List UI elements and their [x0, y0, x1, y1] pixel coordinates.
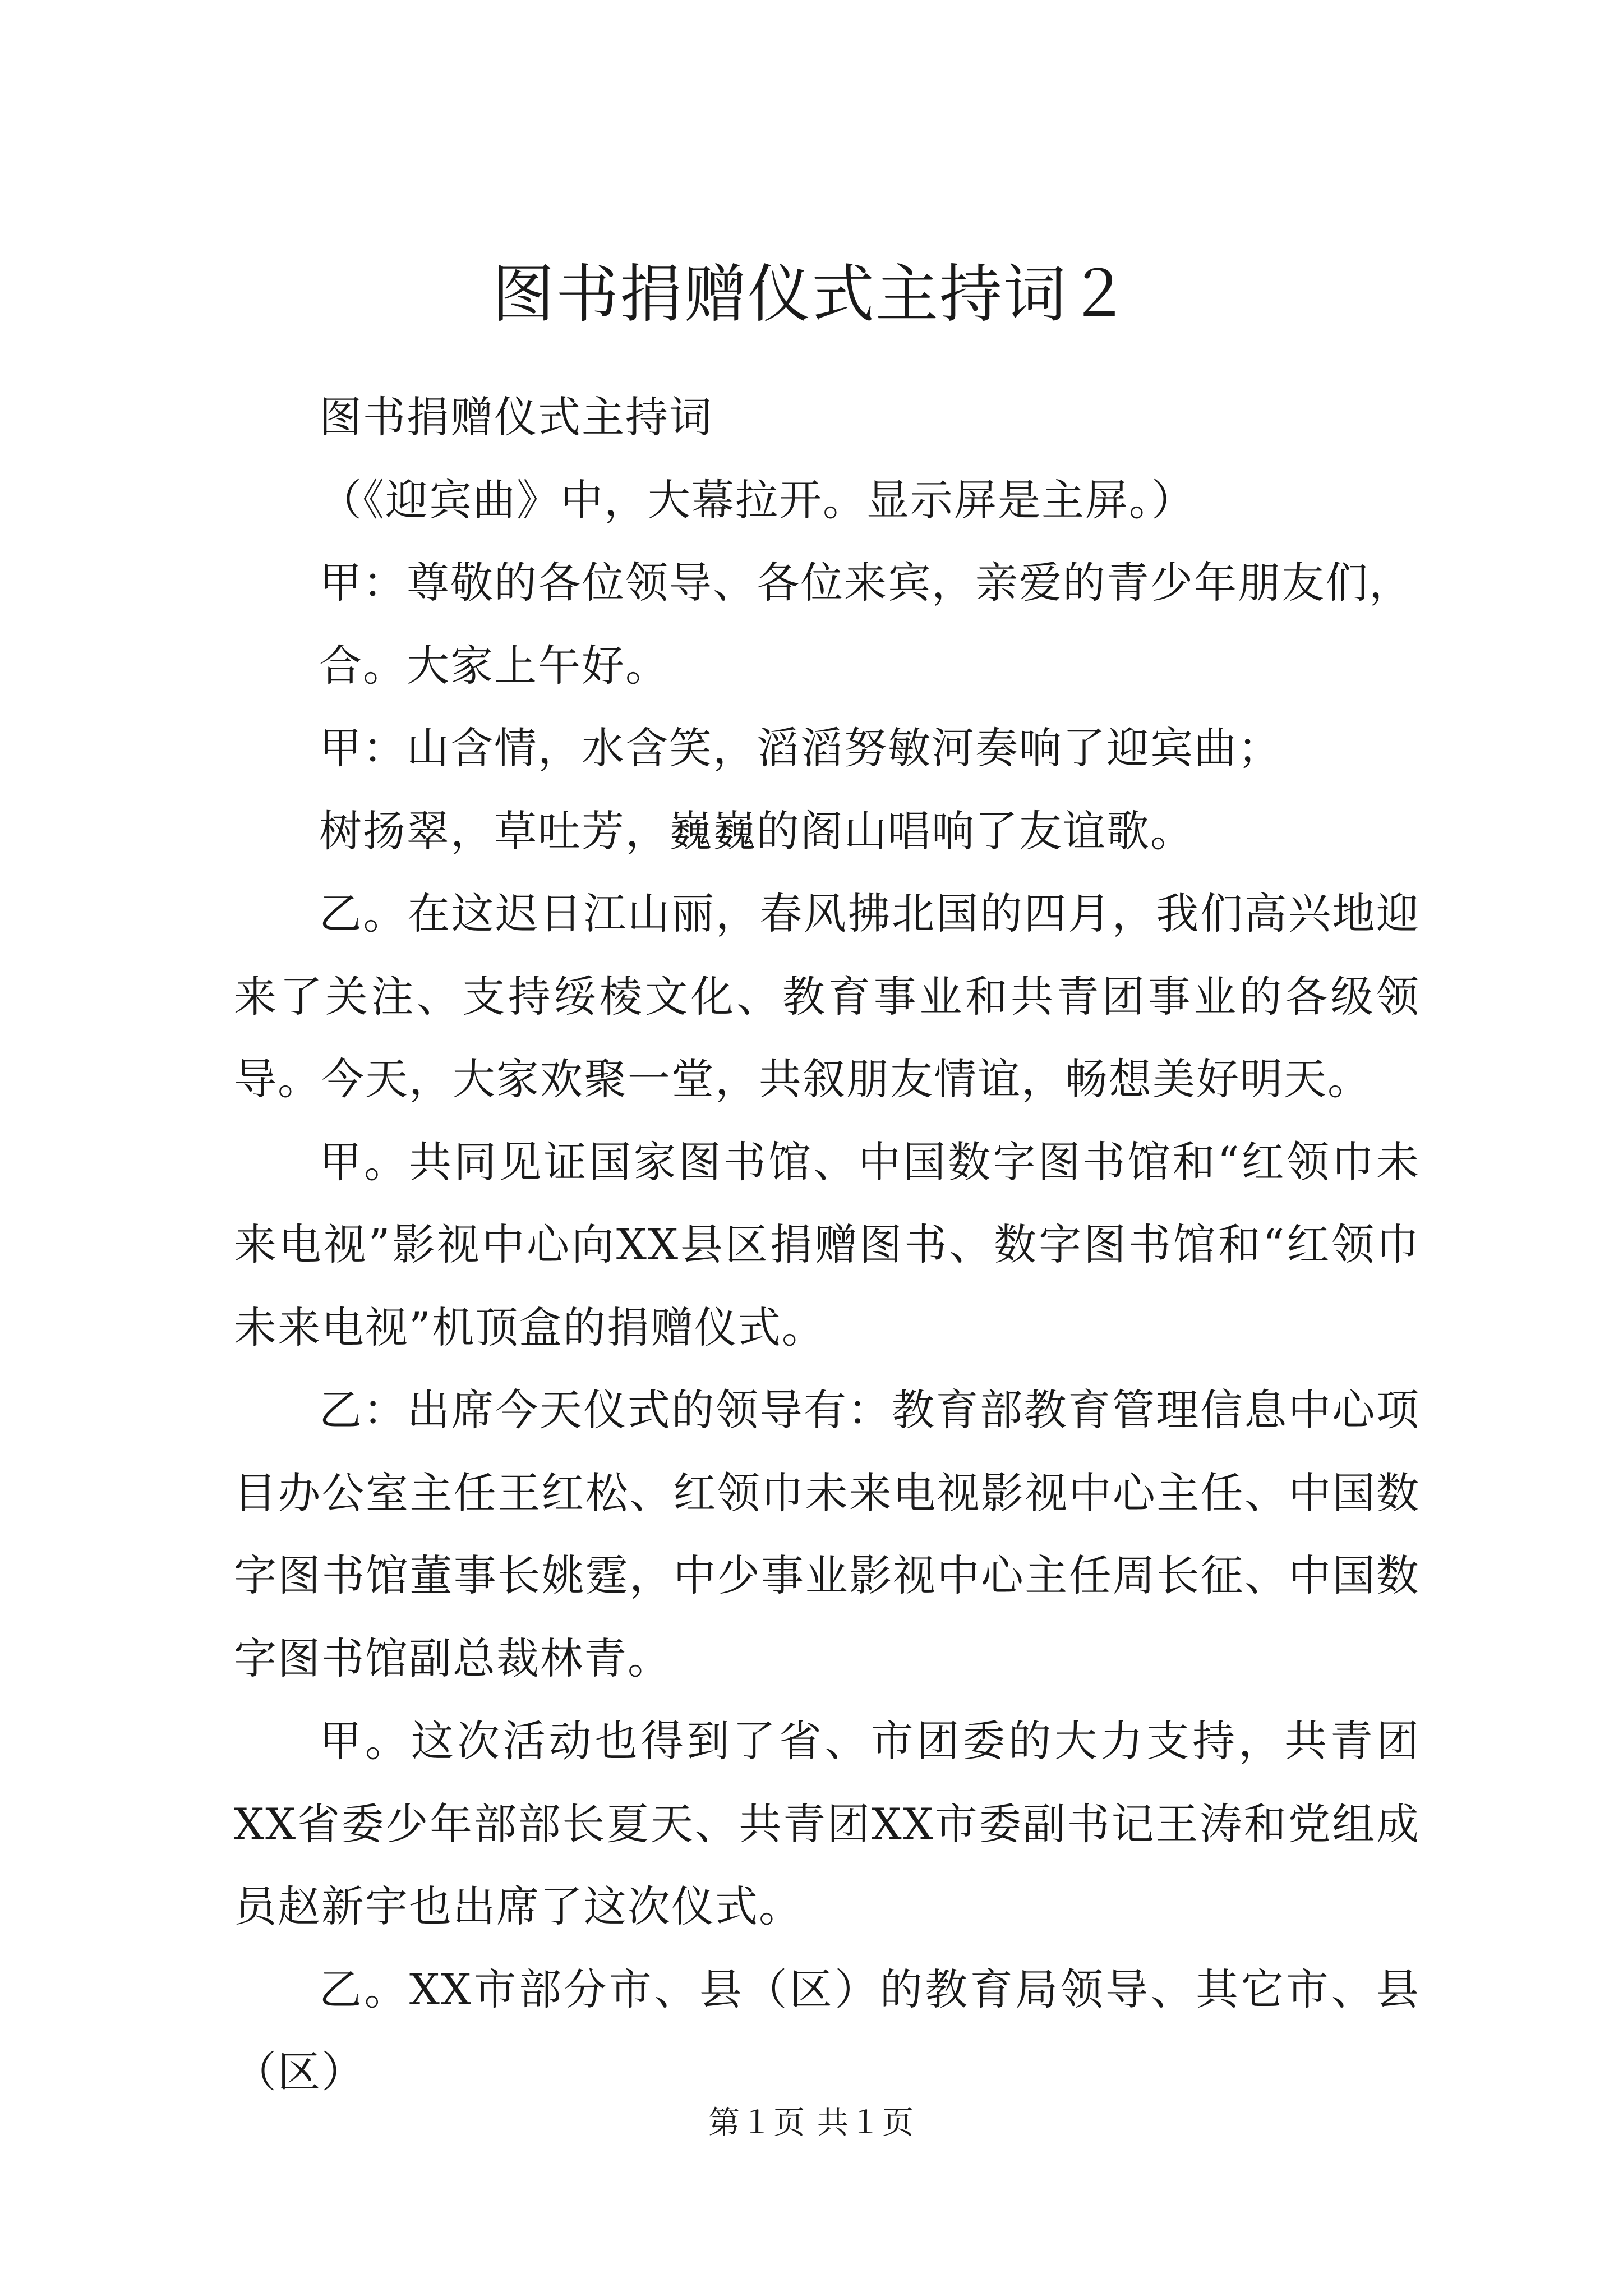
document-title: 图书捐赠仪式主持词２ — [492, 258, 1131, 331]
paragraph-attendees-b: 乙：出席今天仪式的领导有：教育部教育管理信息中心项目办公室主任王红松、红领巾未来电视影视中心主任、中国数字图书馆董事长姚霆，中少事业影视中心主任周长征、中国数字图书馆副总裁林青。 — [234, 1385, 1420, 1683]
paragraph-verse-a: 甲：山含情，水含笑，滔滔努敏河奏响了迎宾曲； — [319, 723, 1281, 773]
page-footer: 第１页 共１页 — [708, 2105, 915, 2141]
paragraph-welcome-b: 乙。在这迟日江山丽，春风拂北国的四月，我们高兴地迎来了关注、支持绥棱文化、教育事业和共青团事业的各级领导。今天，大家欢聚一堂，共叙朋友情谊，畅想美好明天。 — [234, 889, 1420, 1104]
paragraph-local-leaders-b: 乙。XX市部分市、县（区）的教育局领导、其它市、县（区） — [234, 1964, 1420, 2097]
paragraph-verse-b: 树扬翠，草吐芳，巍巍的阁山唱响了友谊歌。 — [319, 806, 1194, 856]
document-body — [234, 376, 1420, 2114]
paragraph-ceremony-a: 甲。共同见证国家图书馆、中国数字图书馆和“红领巾未来电视”影视中心向XX县区捐赠图书、数字图书馆和“红领巾未来电视”机顶盒的捐赠仪式。 — [234, 1137, 1420, 1352]
paragraph-stage-direction: （《迎宾曲》中，大幕拉开。显示屏是主屏。） — [319, 475, 1195, 525]
paragraph-greeting-together: 合。大家上午好。 — [319, 640, 669, 691]
paragraph-support-a: 甲。这次活动也得到了省、市团委的大力支持，共青团XX省委少年部部长夏天、共青团XX市委副书记王涛和党组成员赵新宇也出席了这次仪式。 — [234, 1716, 1420, 1931]
paragraph-subtitle: 图书捐赠仪式主持词 — [319, 392, 713, 442]
paragraph-greeting-a: 甲：尊敬的各位领导、各位来宾，亲爱的青少年朋友们， — [319, 558, 1413, 608]
